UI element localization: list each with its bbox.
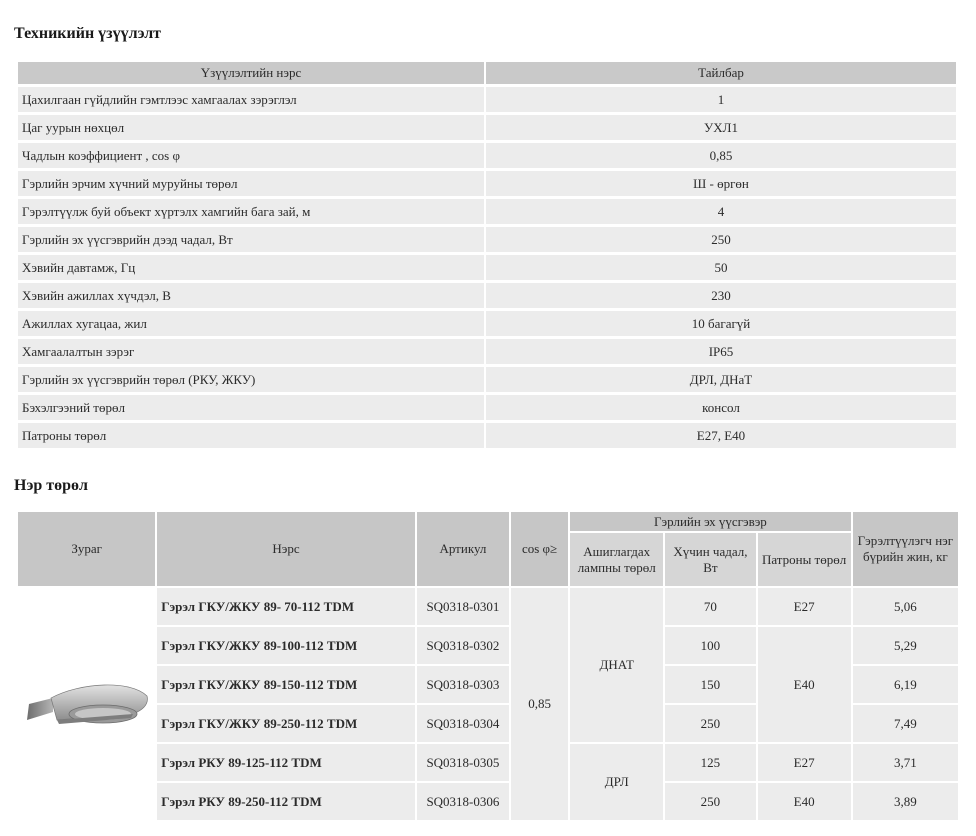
spec-name: Хамгаалалтын зэрэг [18, 339, 484, 364]
table-row [18, 283, 956, 308]
product-socket: E40 [758, 783, 851, 820]
table-row [18, 255, 956, 280]
product-name: Гэрэл ГКУ/ЖКУ 89- 70-112 TDM [157, 588, 415, 625]
products-table [16, 510, 960, 822]
spec-value: IP65 [486, 339, 956, 364]
header-power: Хүчин чадал, Вт [665, 533, 755, 586]
header-lamp-type: Ашиглагдах лампны төрөл [570, 533, 663, 586]
product-article: SQ0318-0302 [417, 627, 509, 664]
product-name: Гэрэл РКУ 89-125-112 TDM [157, 744, 415, 781]
spec-name: Чадлын коэффициент , cos φ [18, 143, 484, 168]
product-power: 70 [665, 588, 755, 625]
spec-name: Хэвийн ажиллах хүчдэл, В [18, 283, 484, 308]
products-section-title: Нэр төрөл [14, 477, 88, 494]
spec-value: 1 [486, 87, 956, 112]
product-article: SQ0318-0304 [417, 705, 509, 742]
product-article: SQ0318-0305 [417, 744, 509, 781]
table-row [18, 87, 956, 112]
product-power: 250 [665, 705, 755, 742]
table-row [18, 627, 958, 664]
product-socket: E27 [758, 588, 851, 625]
table-row [18, 143, 956, 168]
spec-name: Гэрлийн эрчим хүчний муруйны төрөл [18, 171, 484, 196]
table-row [18, 395, 956, 420]
spec-name: Цаг уурын нөхцөл [18, 115, 484, 140]
header-name: Нэрс [157, 512, 415, 586]
spec-value: Ш - өргөн [486, 171, 956, 196]
spec-name: Патроны төрөл [18, 423, 484, 448]
product-article: SQ0318-0303 [417, 666, 509, 703]
product-name: Гэрэл ГКУ/ЖКУ 89-250-112 TDM [157, 705, 415, 742]
table-row [18, 367, 956, 392]
spec-name: Хэвийн давтамж, Гц [18, 255, 484, 280]
spec-name: Гэрлийн эх үүсгэврийн дээд чадал, Вт [18, 227, 484, 252]
cos-value: 0,85 [511, 588, 568, 820]
product-weight: 3,89 [853, 783, 958, 820]
header-article: Артикул [417, 512, 509, 586]
product-article: SQ0318-0306 [417, 783, 509, 820]
spec-value: E27, E40 [486, 423, 956, 448]
spec-section-title: Техникийн үзүүлэлт [14, 25, 162, 42]
product-name: Гэрэл ГКУ/ЖКУ 89-100-112 TDM [157, 627, 415, 664]
product-weight: 3,71 [853, 744, 958, 781]
product-weight: 5,29 [853, 627, 958, 664]
spec-header-name: Үзүүлэлтийн нэрс [18, 62, 484, 84]
product-socket: E40 [758, 627, 851, 742]
product-power: 100 [665, 627, 755, 664]
lamp-type-dnat: ДНАТ [570, 588, 663, 742]
header-socket: Патроны төрөл [758, 533, 851, 586]
table-row [18, 423, 956, 448]
spec-value: 230 [486, 283, 956, 308]
header-weight: Гэрэлтүүлэгч нэг бүрийн жин, кг [853, 512, 958, 586]
spec-name: Гэрэлтүүлж буй объект хүртэлх хамгийн бага зай, м [18, 199, 484, 224]
product-photo [18, 588, 155, 820]
table-row [18, 227, 956, 252]
product-name: Гэрэл ГКУ/ЖКУ 89-150-112 TDM [157, 666, 415, 703]
spec-header-value: Тайлбар [486, 62, 956, 84]
header-photo: Зураг [18, 512, 155, 586]
spec-name: Цахилгаан гүйдлийн гэмтлээс хамгаалах зэрэглэл [18, 87, 484, 112]
spec-value: 250 [486, 227, 956, 252]
spec-value: 10 багагүй [486, 311, 956, 336]
table-row [18, 171, 956, 196]
lamp-type-drl: ДРЛ [570, 744, 663, 820]
spec-value: консол [486, 395, 956, 420]
table-row [18, 588, 958, 625]
spec-value: ДРЛ, ДНаТ [486, 367, 956, 392]
products-header-row [18, 512, 958, 531]
table-row [18, 199, 956, 224]
spec-name: Бэхэлгээний төрөл [18, 395, 484, 420]
table-row [18, 783, 958, 820]
spec-name: Гэрлийн эх үүсгэврийн төрөл (РКУ, ЖКУ) [18, 367, 484, 392]
header-source-group: Гэрлийн эх үүсгэвэр [570, 512, 851, 531]
table-row [18, 339, 956, 364]
spec-header-row [18, 62, 956, 84]
table-row [18, 115, 956, 140]
product-article: SQ0318-0301 [417, 588, 509, 625]
spec-value: 0,85 [486, 143, 956, 168]
product-power: 250 [665, 783, 755, 820]
spec-value: УХЛ1 [486, 115, 956, 140]
product-weight: 6,19 [853, 666, 958, 703]
table-row [18, 744, 958, 781]
product-name: Гэрэл РКУ 89-250-112 TDM [157, 783, 415, 820]
product-weight: 7,49 [853, 705, 958, 742]
product-weight: 5,06 [853, 588, 958, 625]
spec-value: 4 [486, 199, 956, 224]
spec-name: Ажиллах хугацаа, жил [18, 311, 484, 336]
table-row [18, 311, 956, 336]
product-power: 150 [665, 666, 755, 703]
street-lamp-icon [23, 674, 151, 734]
product-socket: E27 [758, 744, 851, 781]
product-power: 125 [665, 744, 755, 781]
spec-table [16, 59, 958, 451]
header-cos: cos φ≥ [511, 512, 568, 586]
spec-value: 50 [486, 255, 956, 280]
